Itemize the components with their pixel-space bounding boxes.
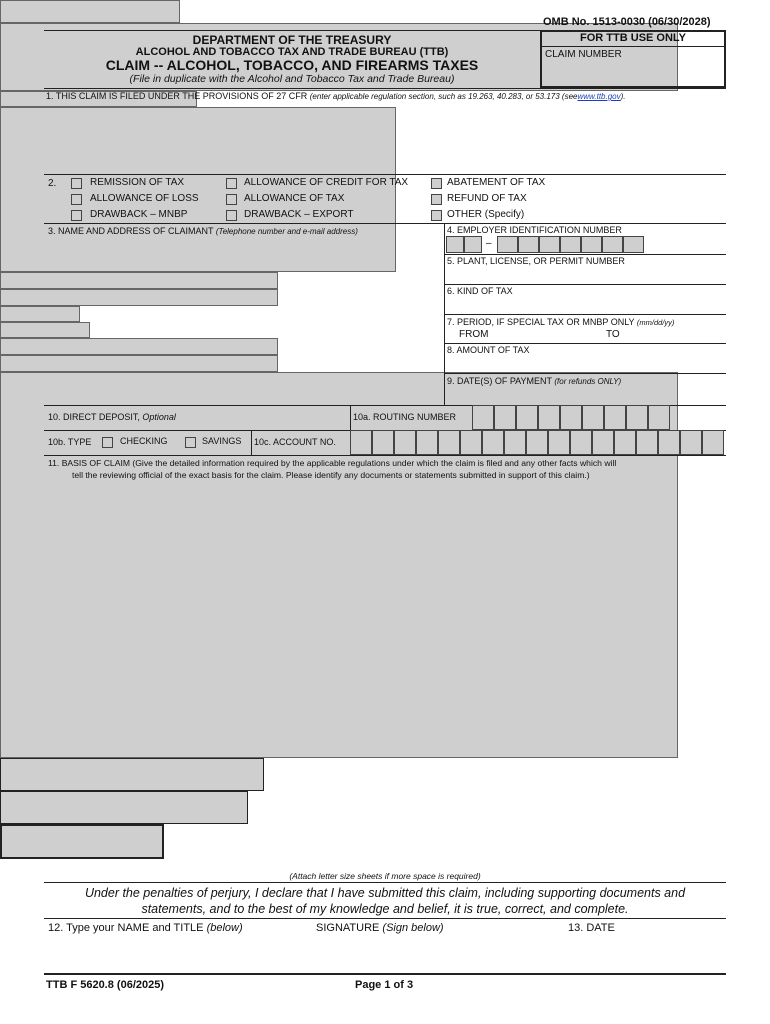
ein-digit-cell[interactable] <box>518 236 539 253</box>
routing-number-label: 10a. ROUTING NUMBER <box>353 412 457 422</box>
account-digit-cell[interactable] <box>526 430 548 455</box>
account-digit-cell[interactable] <box>416 430 438 455</box>
omb-number: OMB No. 1513-0030 (06/30/2028) <box>543 16 711 28</box>
perjury-statement-line2: statements, and to the best of my knowledge and belief, it is true, correct, and complete. <box>141 902 629 916</box>
allowance-credit-checkbox[interactable] <box>226 178 237 189</box>
ein-digit-cell[interactable] <box>539 236 560 253</box>
period-to-label: TO <box>606 329 620 340</box>
routing-digit-cell[interactable] <box>560 405 582 430</box>
section6-label: 6. KIND OF TAX <box>447 286 513 296</box>
routing-digit-cell[interactable] <box>472 405 494 430</box>
routing-digit-cell[interactable] <box>626 405 648 430</box>
form-title: CLAIM -- ALCOHOL, TOBACCO, AND FIREARMS TAXES <box>105 57 479 73</box>
routing-digit-cell[interactable] <box>538 405 560 430</box>
ein-dash: – <box>486 238 492 249</box>
routing-digit-cell[interactable] <box>494 405 516 430</box>
drawback-mnbp-checkbox[interactable] <box>71 210 82 221</box>
account-digit-cell[interactable] <box>350 430 372 455</box>
bureau-title: ALCOHOL AND TOBACCO TAX AND TRADE BUREAU (TTB) <box>135 46 449 58</box>
page-number: Page 1 of 3 <box>355 979 414 991</box>
refund-checkbox[interactable] <box>431 194 442 205</box>
checking-checkbox[interactable] <box>102 437 113 448</box>
section12-label: 12. Type your NAME and TITLE (below) <box>48 922 243 934</box>
account-digit-cell[interactable] <box>658 430 680 455</box>
permit-number-field[interactable] <box>0 272 278 289</box>
section4-label: 4. EMPLOYER IDENTIFICATION NUMBER <box>447 225 622 235</box>
other-label: OTHER (Specify) <box>447 209 525 220</box>
abatement-label: ABATEMENT OF TAX <box>447 177 546 188</box>
account-digit-cell[interactable] <box>394 430 416 455</box>
section13-label: 13. DATE <box>568 922 615 934</box>
account-digit-cell[interactable] <box>636 430 658 455</box>
routing-digit-cell[interactable] <box>604 405 626 430</box>
period-to-field[interactable] <box>0 322 90 338</box>
ein-digit-cell[interactable] <box>581 236 602 253</box>
drawback-export-checkbox[interactable] <box>226 210 237 221</box>
kind-of-tax-field[interactable] <box>0 289 278 306</box>
drawback-export-label: DRAWBACK – EXPORT <box>244 209 354 220</box>
department-title: DEPARTMENT OF THE TREASURY <box>192 33 392 47</box>
savings-checkbox[interactable] <box>185 437 196 448</box>
allowance-loss-label: ALLOWANCE OF LOSS <box>90 193 199 204</box>
section11-label-continued: tell the reviewing official of the exact basis for the claim. Please identify any documents or statements submitted in support of this claim.) <box>72 470 590 480</box>
allowance-tax-checkbox[interactable] <box>226 194 237 205</box>
ein-digit-cell[interactable] <box>602 236 623 253</box>
account-digit-cell[interactable] <box>680 430 702 455</box>
perjury-statement-line1: Under the penalties of perjury, I declare that I have submitted this claim, including supporting documents and <box>84 886 686 900</box>
abatement-checkbox[interactable] <box>431 178 442 189</box>
other-checkbox[interactable] <box>431 210 442 221</box>
allowance-loss-checkbox[interactable] <box>71 194 82 205</box>
form-number: TTB F 5620.8 (06/2025) <box>46 979 165 991</box>
routing-digit-cell[interactable] <box>516 405 538 430</box>
name-title-field[interactable] <box>0 758 264 791</box>
form-subtitle: (File in duplicate with the Alcohol and Tobacco Tax and Trade Bureau) <box>129 73 455 85</box>
remission-label: REMISSION OF TAX <box>90 177 185 188</box>
account-digit-cell[interactable] <box>460 430 482 455</box>
savings-label: SAVINGS <box>202 436 242 446</box>
section1-label: 1. THIS CLAIM IS FILED UNDER THE PROVISIONS OF 27 CFR (enter applicable regulation section, such as 19.263, 40.283, or 53.173 (seewww.ttb.gov). <box>46 91 626 101</box>
routing-digit-cell[interactable] <box>648 405 670 430</box>
account-digit-cell[interactable] <box>592 430 614 455</box>
period-from-label: FROM <box>459 329 489 340</box>
account-digit-cell[interactable] <box>372 430 394 455</box>
section7-label: 7. PERIOD, IF SPECIAL TAX OR MNBP ONLY (mm/dd/yy) <box>447 317 675 327</box>
attach-note: (Attach letter size sheets if more space is required) <box>289 871 481 881</box>
account-type-label: 10b. TYPE <box>48 437 92 447</box>
account-digit-cell[interactable] <box>570 430 592 455</box>
account-number-label: 10c. ACCOUNT NO. <box>254 437 336 447</box>
ttb-use-label: FOR TTB USE ONLY <box>580 32 686 44</box>
section5-label: 5. PLANT, LICENSE, OR PERMIT NUMBER <box>447 256 625 266</box>
account-digit-cell[interactable] <box>438 430 460 455</box>
claim-number-field <box>0 0 180 23</box>
ein-digit-cell[interactable] <box>560 236 581 253</box>
refund-label: REFUND OF TAX <box>447 193 527 204</box>
signature-label: SIGNATURE (Sign below) <box>316 922 444 934</box>
checking-label: CHECKING <box>120 436 168 446</box>
account-digit-cell[interactable] <box>548 430 570 455</box>
ttb-website-link[interactable]: www.ttb.gov <box>577 92 621 101</box>
section9-label: 9. DATE(S) OF PAYMENT (for refunds ONLY) <box>447 376 622 386</box>
ein-digit-cell[interactable] <box>497 236 518 253</box>
claimant-address-field[interactable] <box>0 107 396 272</box>
section10-label: 10. DIRECT DEPOSIT, Optional <box>48 412 176 422</box>
date-field[interactable] <box>0 824 164 859</box>
period-from-field[interactable] <box>0 306 80 322</box>
section3-label: 3. NAME AND ADDRESS OF CLAIMANT (Telephone number and e-mail address) <box>48 226 358 236</box>
section11-label: 11. BASIS OF CLAIM (Give the detailed information required by the applicable regulations under which the claim is filed and any other facts which will <box>48 458 617 468</box>
section8-label: 8. AMOUNT OF TAX <box>447 345 530 355</box>
allowance-credit-label: ALLOWANCE OF CREDIT FOR TAX <box>244 177 409 188</box>
payment-date-field[interactable] <box>0 355 278 372</box>
ein-digit-cell[interactable] <box>446 236 464 253</box>
ein-digit-cell[interactable] <box>464 236 482 253</box>
drawback-mnbp-label: DRAWBACK – MNBP <box>90 209 188 220</box>
account-digit-cell[interactable] <box>504 430 526 455</box>
account-digit-cell[interactable] <box>482 430 504 455</box>
allowance-tax-label: ALLOWANCE OF TAX <box>244 193 345 204</box>
account-digit-cell[interactable] <box>614 430 636 455</box>
remission-checkbox[interactable] <box>71 178 82 189</box>
routing-digit-cell[interactable] <box>582 405 604 430</box>
section2-number: 2. <box>48 178 57 189</box>
signature-field[interactable] <box>0 791 248 824</box>
amount-of-tax-field[interactable] <box>0 338 278 355</box>
claim-number-label: CLAIM NUMBER <box>545 49 622 60</box>
ein-digit-cell[interactable] <box>623 236 644 253</box>
account-digit-cell[interactable] <box>702 430 724 455</box>
